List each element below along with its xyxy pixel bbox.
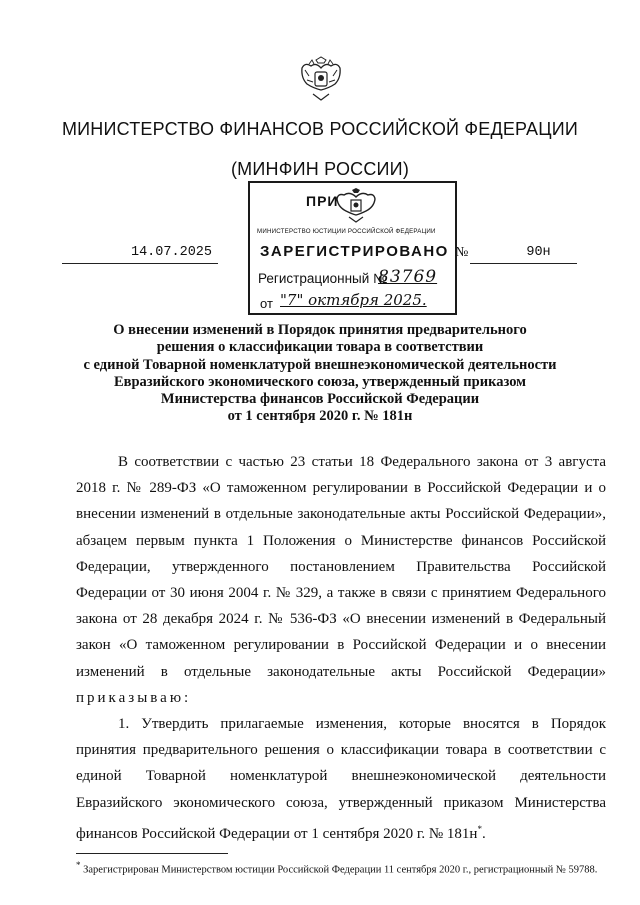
order-word: приказываю: — [76, 689, 192, 706]
document-title — [0, 322, 640, 426]
ministry-short-name: (МИНФИН РОССИИ) — [230, 159, 410, 179]
stamp-ministry-name: МИНИСТЕРСТВО ЮСТИЦИИ РОССИЙСКОЙ ФЕДЕРАЦИИ — [257, 228, 436, 235]
stamp-date-prefix: от — [260, 296, 273, 311]
title-line: с единой Товарной номенклатурой внешнеэкономической деятельности — [83, 356, 557, 373]
title-line: от 1 сентября 2020 г. № 181н — [227, 408, 413, 425]
footnote — [76, 860, 616, 876]
footnote-divider — [76, 853, 228, 854]
ministry-name: МИНИСТЕРСТВО ФИНАНСОВ РОССИЙСКОЙ ФЕДЕРАЦИИ — [61, 119, 579, 139]
title-line: О внесении изменений в Порядок принятия предварительного — [113, 322, 527, 338]
document-body — [76, 449, 606, 847]
footnote-mark: * — [477, 823, 482, 834]
coat-of-arms-emblem — [299, 56, 343, 102]
stamp-reg-number: 83769 — [378, 267, 438, 287]
footnote-text: Зарегистрирован Министерством юстиции Российской Федерации 11 сентября 2020 г., регистрационный № 59788. — [83, 864, 598, 876]
stamp-eagle-icon — [334, 187, 378, 223]
title-line: решения о классификации товара в соответствии — [156, 339, 484, 356]
title-line: Евразийского экономического союза, утвержденный приказом — [113, 373, 527, 390]
document-number: 90н — [470, 245, 577, 264]
item-1-end: . — [481, 825, 486, 842]
stamp-date-value: "7" октября 2025. — [280, 291, 427, 309]
registration-stamp — [248, 181, 457, 315]
item-1-text: 1. Утвердить прилагаемые изменения, которые вносятся в Порядок принятия предварительного решения о классификации товара в соответствии с единой Товарной номенклатурой внешнеэкономической деятельности Евразийского экономического союза, утвержденный приказом Министерства финансов Российской Федерации от 1 сентября 2020 г. № 181н — [76, 716, 606, 842]
paragraph-item-1 — [76, 711, 606, 847]
stamp-order-prefix: ПРИ — [306, 193, 339, 209]
stamp-registered-label: ЗАРЕГИСТРИРОВАНО — [260, 243, 449, 260]
preamble-text: В соответствии с частью 23 статьи 18 Федерального закона от 3 августа 2018 г. № 289-ФЗ «О таможенном регулировании в Российской Федерации и о внесении изменений в отдельные законодательные акты Российской Федерации», абзацем первым пункта 1 Положения о Министерстве финансов Российской Федерации, утвержденного постановлением Правительства Российской Федерации от 30 июня 2004 г. № 329, а также в связи с принятием Федерального закона от 28 декабря 2024 г. № 536-ФЗ «О внесении изменений в Федеральный закон «О таможенном регулировании в Российской Федерации и о внесении изменений в отдельные законодательные акты Российской Федерации» — [76, 454, 606, 680]
number-sign: № — [455, 245, 469, 260]
title-line: Министерства финансов Российской Федерации — [160, 391, 480, 408]
footnote-mark: * — [76, 860, 81, 870]
stamp-reg-number-label: Регистрационный № — [258, 271, 388, 286]
document-date: 14.07.2025 — [62, 245, 218, 264]
paragraph-preamble — [76, 449, 606, 711]
stamp-date — [280, 291, 427, 309]
